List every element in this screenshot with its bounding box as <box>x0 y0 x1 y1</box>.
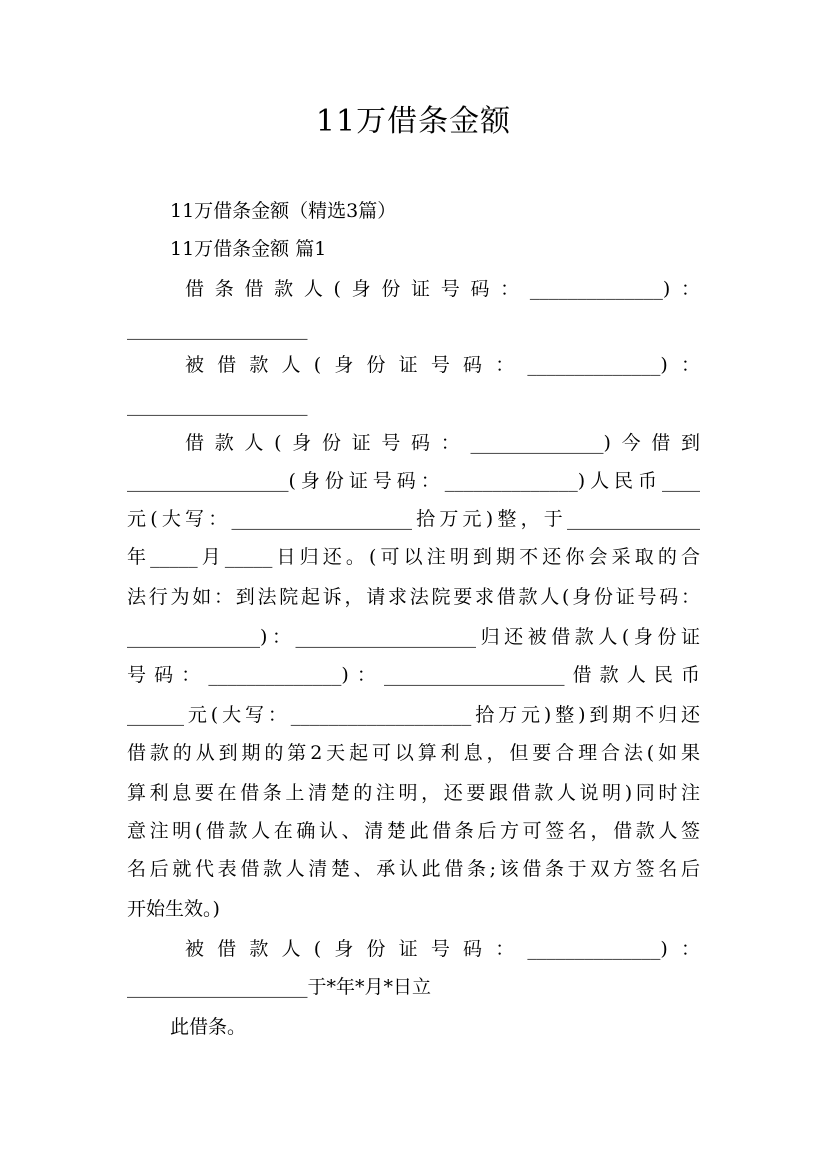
text-line: 被借款人(身份证号码：______________)： <box>185 354 700 376</box>
text-line: 借款人(身份证号码：______________)今借到 <box>185 432 700 454</box>
document-title: 11万借条金额 <box>315 104 512 139</box>
text-line: 被借款人(身份证号码：______________)： <box>185 938 700 960</box>
text-line: 元(大写：___________________拾万元)整，于______________ <box>127 508 700 530</box>
text-line: 借款的从到期的第2天起可以算利息，但要合理合法(如果 <box>127 742 700 764</box>
text-line: ___________________ <box>127 318 308 340</box>
text-line: 法行为如：到法院起诉，请求法院要求借款人(身份证号码： <box>127 586 700 608</box>
text-line: ______________)：___________________归还被借款人(身份证 <box>127 626 700 648</box>
text-line: 意注明(借款人在确认、清楚此借条后方可签名，借款人签 <box>127 820 700 842</box>
text-line: 开始生效。) <box>127 898 220 920</box>
document-subtitle: 11万借条金额（精选3篇） <box>170 200 397 222</box>
text-line: ___________________于*年*月*日立 <box>127 976 432 998</box>
text-line: 此借条。 <box>170 1016 247 1038</box>
text-line: 号码：______________)：___________________借款人民币 <box>127 664 700 686</box>
section-heading: 11万借条金额 篇1 <box>170 238 327 260</box>
text-line: 借条借款人(身份证号码：______________)： <box>185 278 700 300</box>
text-line: 算利息要在借条上清楚的注明，还要跟借款人说明)同时注 <box>127 782 700 804</box>
text-line: _________________(身份证号码：______________)人民币____ <box>127 470 700 492</box>
text-line: 名后就代表借款人清楚、承认此借条;该借条于双方签名后 <box>127 858 700 880</box>
text-line: 年_____月_____日归还。(可以注明到期不还你会采取的合 <box>127 546 700 568</box>
text-line: ______元(大写：___________________拾万元)整)到期不归还 <box>127 704 700 726</box>
text-line: ___________________ <box>127 394 308 416</box>
